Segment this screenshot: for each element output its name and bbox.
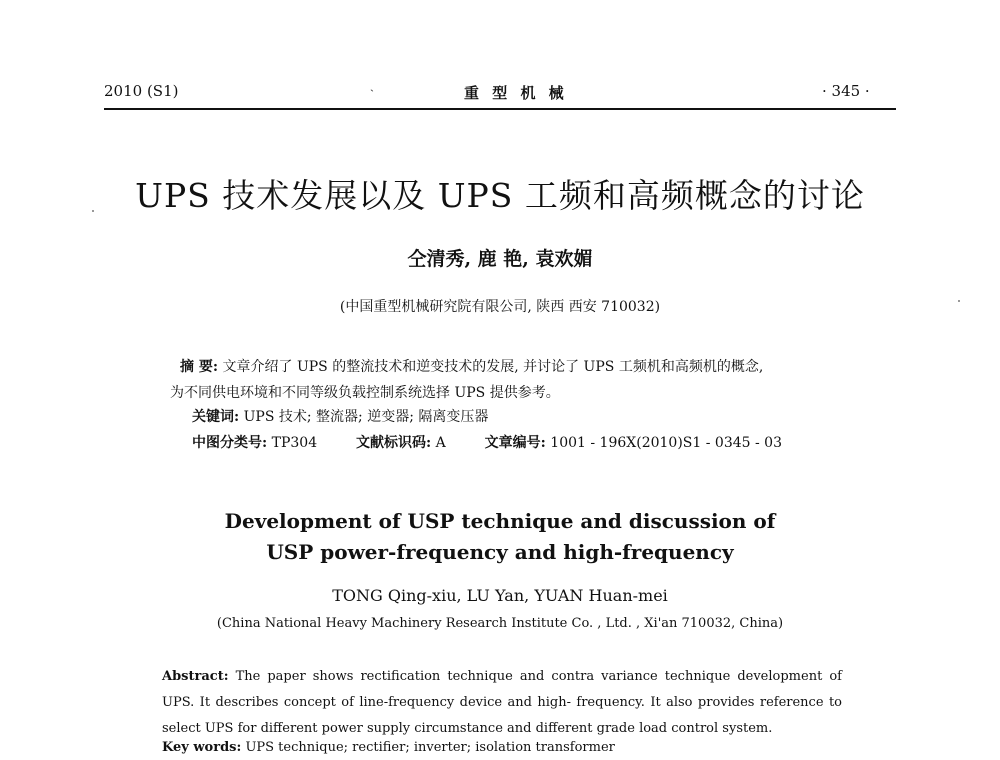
affiliation-chinese: (中国重型机械研究院有限公司, 陕西 西安 710032) [339,299,661,315]
abstract-text-english: The paper shows rectification technique and contra variance technique development of UPS. It describes concept of line-frequency device and high- frequency. It also provides reference to select UPS for different power supply circumstance and different grade load control system. [162,669,842,736]
abstract-label-english: Abstract: [162,669,229,684]
affiliation-english: (China National Heavy Machinery Research Institute Co. , Ltd. , Xi'an 710032, China) [216,616,784,631]
doc-code-value: A [435,435,446,451]
clc-value: TP304 [271,435,318,451]
article-number-label: 文章编号: [484,435,546,451]
abstract-chinese [170,354,870,406]
keywords-english [162,740,615,755]
doc-code-label: 文献标识码: [356,435,432,451]
keywords-label-chinese: 关键词: [192,409,240,425]
article-number-value: 1001 - 196X(2010)S1 - 0345 - 03 [550,435,783,451]
title-chinese: UPS 技术发展以及 UPS 工频和高频概念的讨论 [135,176,865,215]
title-english-line2: USP power-frequency and high-frequency [266,540,734,564]
abstract-label-chinese: 摘 要: [180,359,219,375]
clc-label: 中图分类号: [192,435,268,451]
header-rule [104,108,896,110]
keywords-text-chinese: UPS 技术; 整流器; 逆变器; 隔离变压器 [243,409,489,425]
journal-year-issue: 2010 (S1) [104,82,179,100]
keywords-label-english: Key words: [162,740,242,755]
title-english [0,506,1000,568]
title-english-line1: Development of USP technique and discussion of [224,509,776,533]
page-number: · 345 · [822,82,870,100]
authors-english: TONG Qing-xiu, LU Yan, YUAN Huan-mei [332,586,668,605]
abstract-text-chinese-line2: 为不同供电环境和不同等级负载控制系统选择 UPS 提供参考。 [170,385,560,401]
classification-chinese [192,432,782,452]
keywords-chinese [192,406,488,426]
keywords-text-english: UPS technique; rectifier; inverter; isolation transformer [245,740,615,755]
journal-name: 重 型 机 械 [464,84,568,102]
abstract-english [162,664,842,742]
header-mark: ˎ [370,78,374,92]
abstract-text-chinese-line1: 文章介绍了 UPS 的整流技术和逆变技术的发展, 并讨论了 UPS 工频机和高频机的概念, [222,359,764,375]
authors-chinese: 仝清秀, 鹿 艳, 袁欢媚 [407,248,593,270]
